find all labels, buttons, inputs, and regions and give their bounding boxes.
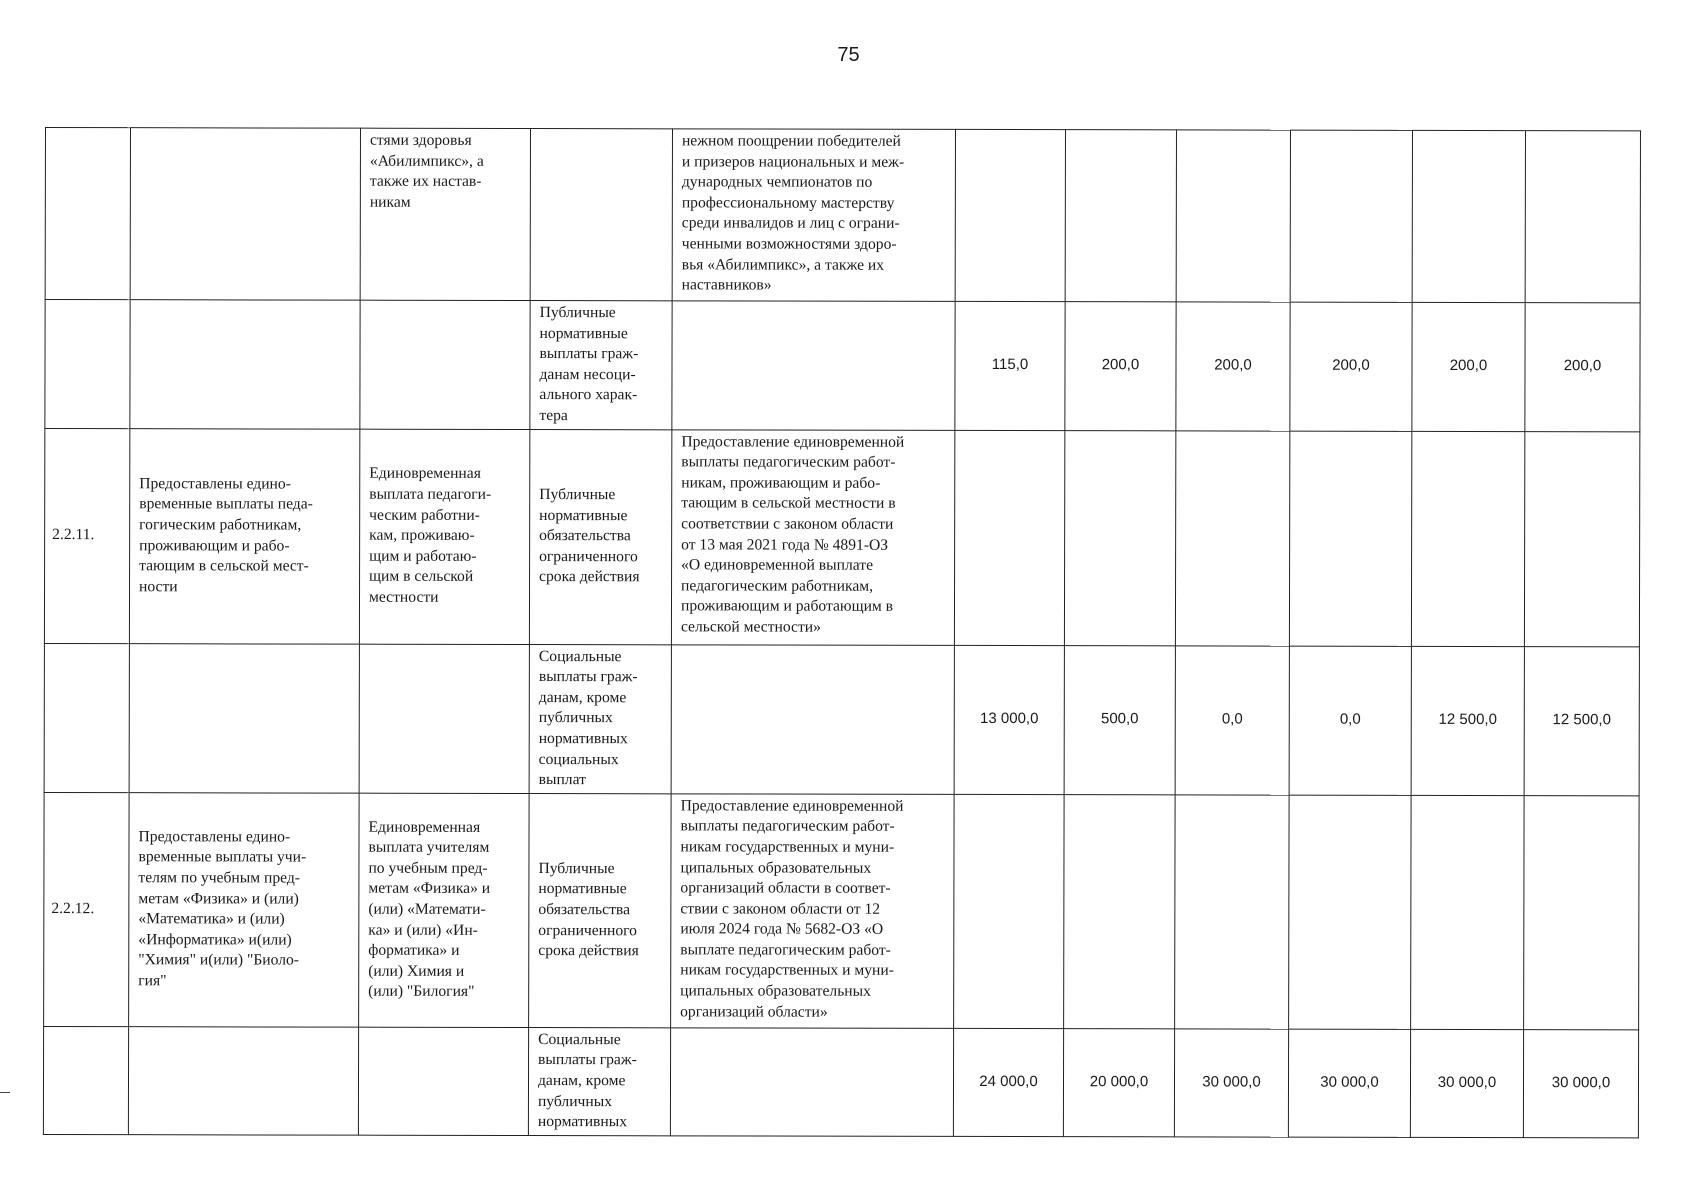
value-cell xyxy=(1524,795,1639,1029)
value-cell xyxy=(1175,430,1289,645)
row-code-cell: 2.2.12. xyxy=(44,792,129,1026)
value-cell xyxy=(1065,130,1176,302)
row-code-cell xyxy=(45,300,130,429)
value-cell: 30 000,0 xyxy=(1174,1029,1288,1137)
payment-type-cell: Публичные нормативные выплаты граж- данам несоци- ального харак- тера xyxy=(530,301,672,430)
result-cell: Предоставлены едино- временные выплаты педа- гогическим работникам, проживающим и рабо- тающим в сельской мест- ности xyxy=(129,428,359,643)
measure-cell: Единовременная выплата педагоги- ческим работни- кам, проживаю- щим и работаю- щим в сельской местности xyxy=(359,429,529,644)
value-cell: 30 000,0 xyxy=(1523,1029,1638,1137)
value-cell: 20 000,0 xyxy=(1063,1028,1174,1136)
table-row xyxy=(44,643,1639,795)
value-cell xyxy=(1175,795,1289,1029)
legal-basis-cell: Предоставление единовременной выплаты педагогическим работ- никам, проживающим и рабо- тающим в сельской местности в соответствии с законом области от 13 мая 2021 года № 4891-ОЗ «О единовременной выплате педагогическим работникам, проживающим и работающим в сельской местности» xyxy=(671,429,954,645)
value-cell: 500,0 xyxy=(1064,645,1175,794)
value-cell xyxy=(1064,430,1175,645)
payment-type-cell: Публичные нормативные обязательства ограниченного срока действия xyxy=(529,429,671,644)
measure-cell: Единовременная выплата учителям по учебным пред- метам «Физика» и (или) «Математи- ка» и (или) «Ин- форматика» и (или) Химия и (или) "Билогия" xyxy=(359,793,529,1027)
row-code-cell xyxy=(43,1026,128,1134)
value-cell: 200,0 xyxy=(1412,302,1525,431)
value-cell: 0,0 xyxy=(1175,645,1289,794)
measure-cell xyxy=(360,300,530,429)
value-cell: 200,0 xyxy=(1176,302,1290,431)
result-cell xyxy=(128,1026,358,1134)
value-cell xyxy=(1412,130,1525,302)
value-cell: 200,0 xyxy=(1065,302,1176,431)
payment-type-cell: Социальные выплаты граж- данам, кроме публичных нормативных xyxy=(528,1027,670,1135)
value-cell xyxy=(1290,130,1412,302)
measure-cell: стями здоровья «Абилимпикс», а также их настав- никам xyxy=(360,128,530,300)
value-cell: 0,0 xyxy=(1289,646,1411,795)
budget-table xyxy=(43,127,1641,1138)
result-cell xyxy=(130,300,360,429)
value-cell xyxy=(1411,431,1524,646)
value-cell xyxy=(1176,130,1290,302)
table-row xyxy=(43,1026,1638,1137)
value-cell xyxy=(1524,431,1639,646)
table-row xyxy=(44,792,1639,1029)
value-cell: 200,0 xyxy=(1290,302,1412,431)
value-cell xyxy=(954,794,1064,1028)
value-cell: 200,0 xyxy=(1525,303,1640,432)
table-row xyxy=(45,300,1640,432)
result-cell xyxy=(129,643,359,793)
value-cell xyxy=(1411,795,1524,1029)
value-cell xyxy=(1289,431,1411,646)
payment-type-cell: Социальные выплаты граж- данам, кроме публичных нормативных социальных выплат xyxy=(529,644,671,793)
measure-cell xyxy=(359,644,529,794)
table-row xyxy=(45,128,1640,303)
page-number: 75 xyxy=(837,44,860,66)
payment-type-cell: Публичные нормативные обязательства ограниченного срока действия xyxy=(529,793,671,1027)
value-cell: 12 500,0 xyxy=(1524,646,1639,795)
payment-type-cell xyxy=(530,129,672,301)
value-cell: 12 500,0 xyxy=(1411,646,1524,795)
value-cell xyxy=(1064,794,1175,1028)
row-code-cell xyxy=(45,128,130,300)
legal-basis-cell xyxy=(672,301,955,430)
legal-basis-cell xyxy=(670,1028,953,1137)
legal-basis-cell: нежном поощрении победителей и призеров национальных и меж- дународных чемпионатов по профессиональному мастерству среди инвалидов и лиц с ограни- ченными возможностями здоро- вья «Абилимпикс», а также их наставников» xyxy=(672,129,955,302)
measure-cell xyxy=(358,1027,528,1135)
table-row xyxy=(44,428,1639,646)
value-cell: 30 000,0 xyxy=(1410,1029,1523,1137)
row-code-cell: 2.2.11. xyxy=(44,428,129,643)
value-cell: 115,0 xyxy=(955,301,1065,430)
value-cell: 24 000,0 xyxy=(953,1028,1063,1136)
result-cell xyxy=(130,128,360,300)
value-cell xyxy=(955,129,1065,301)
legal-basis-cell xyxy=(671,644,954,794)
value-cell: 13 000,0 xyxy=(954,645,1064,794)
value-cell: 30 000,0 xyxy=(1288,1029,1410,1137)
value-cell xyxy=(954,430,1064,645)
legal-basis-cell: Предоставление единовременной выплаты педагогическим работ- никам государственных и муни- ципальных образовательных организаций области в соответ- ствии с законом области от 12 июля 2024 года № 5682-ОЗ «О выплате педагогическим работ- никам государственных и муни- ципальных образовательных организаций области» xyxy=(671,794,954,1029)
result-cell: Предоставлены едино- временные выплаты учи- телям по учебным пред- метам «Физика» и (или) «Математика» и (или) «Информатика» и(или) "Химия" и(или) "Биоло- гия" xyxy=(129,792,359,1026)
value-cell xyxy=(1525,131,1640,303)
row-code-cell xyxy=(44,643,129,792)
margin-mark xyxy=(0,1092,10,1093)
value-cell xyxy=(1289,795,1411,1029)
